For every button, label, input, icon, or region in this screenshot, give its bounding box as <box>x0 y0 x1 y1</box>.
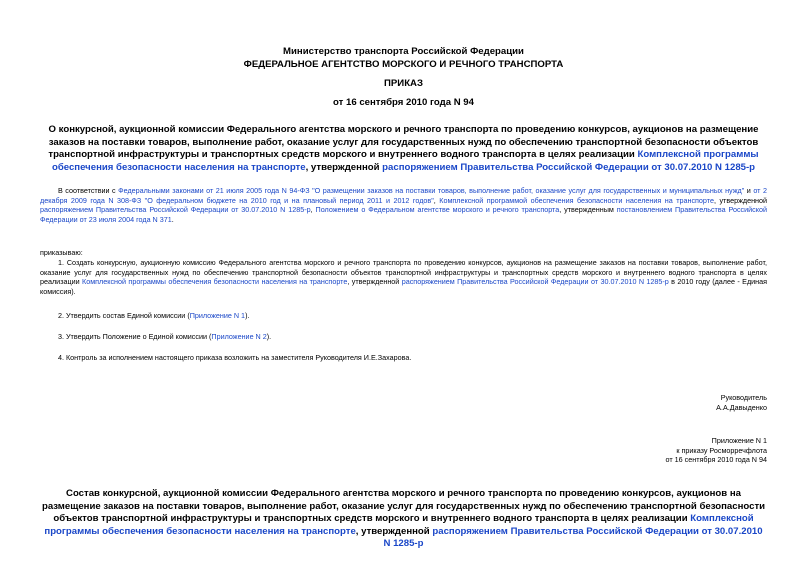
signature-role: Руководитель <box>720 393 767 402</box>
link-agency-regulation[interactable]: Положением о Федеральном агентстве морского и речного транспорта <box>315 205 560 215</box>
title-mid: , утвержденной <box>305 161 383 173</box>
preamble-text-5: , <box>310 205 316 215</box>
item2-text-1: 2. Утвердить состав Единой комиссии ( <box>58 311 190 320</box>
preamble-paragraph <box>40 186 767 224</box>
preamble-text-3: , <box>433 195 440 205</box>
item3-text-2: ). <box>266 332 272 341</box>
item1-text-3: в 2010 году (далее - Единая комиссия). <box>40 277 768 296</box>
order-item-4: 4. Контроль за исполнением настоящего приказа возложить на заместителя Руководителя И.Е.Захарова. <box>58 353 412 362</box>
appendix-title-link-decree[interactable]: распоряжением Правительства Российской Федерации от 30.07.2010 N 1285-р <box>383 525 763 549</box>
link-appendix-1[interactable]: Приложение N 1 <box>189 311 246 320</box>
signature-name: А.А.Давыденко <box>716 402 767 412</box>
preamble-text-1: В соответствии с <box>58 186 119 195</box>
link-complex-program[interactable]: Комплексной программой обеспечения безопасности населения на транспорте <box>439 195 714 205</box>
appendix-title-link-program[interactable]: Комплексной программы обеспечения безопасности населения на транспорте <box>44 513 754 537</box>
order-word: приказываю: <box>40 248 83 257</box>
document-title <box>40 124 767 174</box>
signature-block <box>500 393 767 412</box>
document-header <box>40 46 767 71</box>
link-government-decree[interactable]: распоряжением Правительства Российской Федерации от 30.07.2010 N 1285-р <box>40 205 311 215</box>
appendix-title <box>40 488 767 551</box>
order-item-1 <box>40 258 767 296</box>
appendix-title-text: Состав конкурсной, аукционной комиссии Федерального агентства морского и речного транспорта по проведению конкурсов, аукционов на размещение заказов на поставки товаров, выполнение работ, оказание услуг для государственных нужд по обеспечению транспортной безопасности объектов транспортной инфраструктуры и транспортных средств морского и внутреннего водного транспорта в целях реализации <box>41 488 766 524</box>
item2-text-2: ). <box>245 311 250 320</box>
appendix-line-3: от 16 сентября 2010 года N 94 <box>665 455 767 465</box>
appendix-header <box>500 436 767 465</box>
item3-text-1: 3. Утвердить Положение о Единой комиссии ( <box>58 332 212 341</box>
ministry-name: Министерство транспорта Российской Федерации <box>283 46 524 57</box>
link-appendix-2[interactable]: Приложение N 2 <box>211 332 267 341</box>
preamble-text-2: и <box>744 186 754 195</box>
link-government-resolution-371[interactable]: постановлением Правительства Российской Федерации от 23 июля 2004 года N 371 <box>40 205 767 224</box>
appendix-title-mid: , утвержденной <box>355 525 433 537</box>
item1-link-decree[interactable]: распоряжением Правительства Российской Федерации от 30.07.2010 N 1285-р <box>401 277 669 287</box>
document-date: от 16 сентября 2010 года N 94 <box>333 97 474 108</box>
order-item-2 <box>58 311 249 321</box>
link-law-94fz[interactable]: Федеральными законами от 21 июля 2005 года N 94-ФЗ "О размещении заказов на поставки товаров, выполнение работ, оказание услуг для государственных и муниципальных нужд" <box>118 186 745 195</box>
item1-text-2: , утвержденной <box>347 277 402 287</box>
item1-link-program[interactable]: Комплексной программы обеспечения безопасности населения на транспорте <box>82 277 348 287</box>
appendix-line-2: к приказу Росморречфлота <box>676 445 767 455</box>
item1-text-1: 1. Создать конкурсную, аукционную комиссию Федерального агентства морского и речного транспорта по проведению конкурсов, аукционов на размещение заказов на поставки товаров, выполнение работ, оказание услуг для государственных нужд по обеспечению транспортной безопасности объектов транспортной инфраструктуры и транспортных средств морского и внутреннего водного транспорта в целях реализации <box>40 258 767 287</box>
preamble-text-4: , утвержденной <box>713 195 768 205</box>
order-item-3 <box>58 332 271 342</box>
preamble-text-7: . <box>171 214 174 224</box>
agency-name: ФЕДЕРАЛЬНОЕ АГЕНТСТВО МОРСКОГО И РЕЧНОГО ТРАНСПОРТА <box>243 58 564 70</box>
appendix-line-1: Приложение N 1 <box>711 436 767 445</box>
preamble-text-6: , утвержденным <box>559 205 617 215</box>
document-type: ПРИКАЗ <box>384 78 423 89</box>
title-link-program[interactable]: Комплексной программы обеспечения безопасности населения на транспорте <box>51 149 759 173</box>
title-text: О конкурсной, аукционной комиссии Федерального агентства морского и речного транспорта по проведению конкурсов, аукционов на размещение заказов на поставки товаров, выполнение работ, оказание услуг для государственных нужд по обеспечению транспортной безопасности объектов транспортной инфраструктуры и транспортных средств морского и внутреннего водного транспорта в целях реализации <box>48 124 759 160</box>
link-law-308fz[interactable]: от 2 декабря 2009 года N 308-ФЗ "О федеральном бюджете на 2010 год и на плановый период 2011 и 2012 годов" <box>40 186 767 205</box>
title-link-decree[interactable]: распоряжением Правительства Российской Федерации от 30.07.2010 N 1285-р <box>382 161 756 173</box>
